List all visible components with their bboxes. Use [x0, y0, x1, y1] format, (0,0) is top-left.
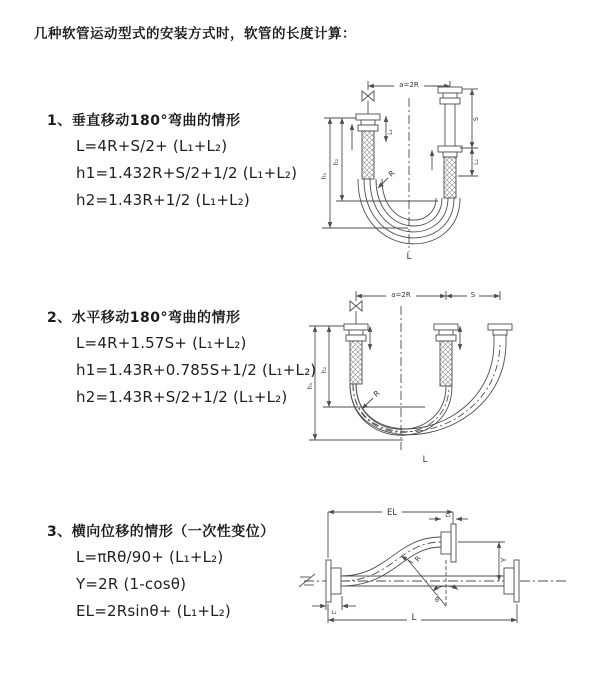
hose-braid-left — [362, 131, 374, 179]
hose-fitting-right — [488, 324, 512, 335]
label-el: EL — [386, 508, 398, 518]
section-2-heading: 2、水平移动180°弯曲的情形 — [47, 310, 241, 326]
dim-l — [328, 604, 517, 623]
label-l1: L₁ — [387, 129, 394, 135]
diagram-horizontal-180 — [303, 282, 571, 468]
label-y: Y — [500, 557, 508, 563]
formula-line: L=4R+S/2+ (L₁+L₂) — [76, 137, 228, 155]
label-l: L — [406, 252, 412, 262]
formula-line: L=πRθ/90+ (L₁+L₂) — [76, 548, 224, 566]
hose-s-curve — [341, 537, 441, 586]
diagram-vertical-180 — [312, 70, 552, 262]
label-h1: h₁ — [307, 382, 314, 390]
angle-theta — [408, 560, 458, 606]
formula-line: h1=1.43R+0.785S+1/2 (L₁+L₂) — [76, 361, 317, 379]
flange-left — [326, 560, 341, 602]
flange-right — [504, 560, 519, 602]
hose-fitting-middle — [434, 324, 458, 341]
label-l1: L₁ — [331, 610, 337, 616]
label-a2r: a=2R — [399, 81, 419, 89]
formula-line: L=4R+1.57S+ (L₁+L₂) — [76, 334, 247, 352]
label-h1: h₁ — [321, 172, 328, 180]
label-h2: h₂ — [321, 366, 328, 374]
label-h2: h₂ — [333, 158, 340, 166]
hose-fitting-left — [344, 324, 368, 341]
hose-fitting-right-bottom — [438, 146, 462, 157]
hose-braid-right — [444, 157, 456, 198]
page-title: 几种软管运动型式的安装方式时，软管的长度计算： — [34, 26, 356, 42]
hose-fitting-left — [356, 114, 380, 131]
formula-line: EL=2Rsinθ+ (L₁+L₂) — [76, 602, 231, 620]
section-1-heading: 1、垂直移动180°弯曲的情形 — [47, 113, 241, 129]
section-3-heading: 3、横向位移的情形（一次性变位） — [47, 524, 275, 540]
valve-icon — [350, 301, 362, 324]
formula-line: h1=1.432R+S/2+1/2 (L₁+L₂) — [76, 164, 298, 182]
dim-y — [458, 542, 505, 581]
label-theta: θ — [435, 596, 439, 604]
label-l2: L₂ — [445, 513, 451, 519]
formula-line: h2=1.43R+1/2 (L₁+L₂) — [76, 191, 250, 209]
valve-icon — [362, 91, 374, 114]
formula-line: h2=1.43R+S/2+1/2 (L₁+L₂) — [76, 388, 288, 406]
label-l: L — [411, 613, 417, 623]
flange-displaced — [441, 524, 456, 562]
label-a2r: a=2R — [391, 291, 411, 299]
hose-braid-left — [350, 341, 362, 384]
diagram-lateral-displacement — [296, 502, 584, 644]
label-r: R — [413, 554, 423, 564]
dim-l1 — [312, 596, 356, 610]
label-r: R — [386, 168, 397, 179]
radius-leader — [378, 178, 388, 188]
label-l: L — [422, 455, 428, 465]
label-s: S — [472, 116, 480, 122]
label-r: R — [371, 388, 382, 399]
dim-h1-h2 — [322, 118, 438, 228]
hose-braid-middle — [440, 341, 452, 386]
axis-break-mark — [299, 574, 315, 587]
formula-line: Y=2R (1-cosθ) — [76, 575, 187, 593]
label-l2: L₂ — [473, 159, 480, 165]
dim-span-a2r — [356, 289, 500, 301]
label-s: S — [470, 291, 476, 299]
hose-fitting-right-top — [438, 87, 462, 104]
